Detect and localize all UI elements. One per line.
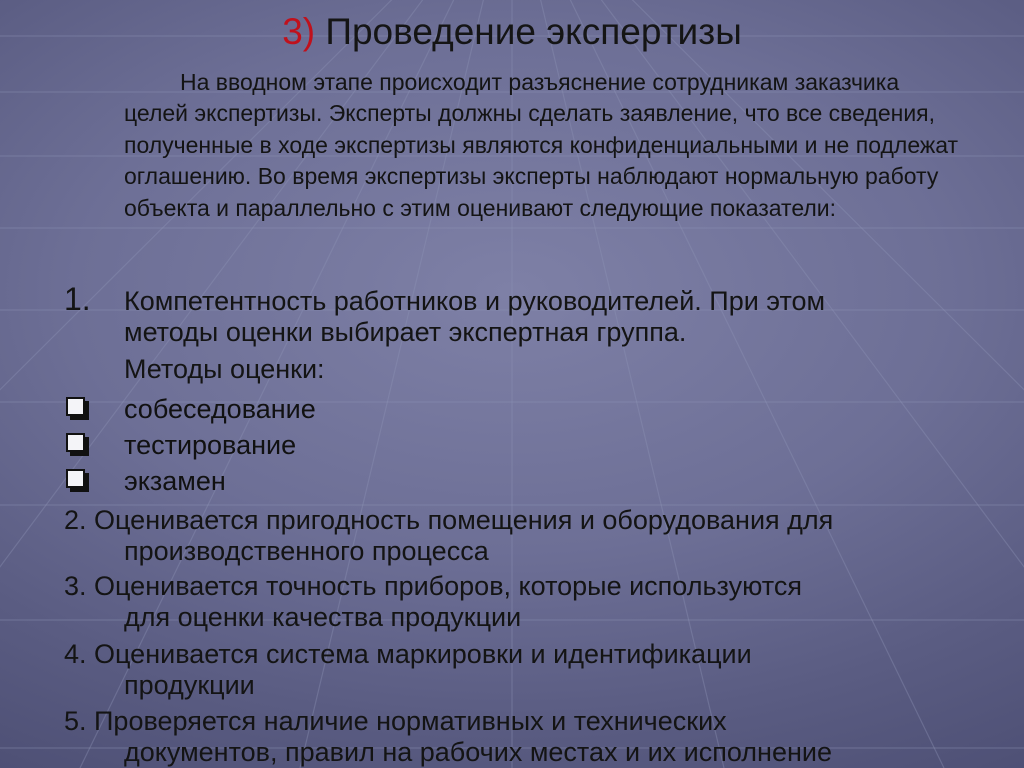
item-1-number: 1. (64, 281, 91, 317)
list-item-continuation: производственного процесса (124, 536, 489, 566)
checkbox-bullet-icon (66, 433, 85, 452)
list-item-first-line: 3. Оценивается точность приборов, которые используются (64, 571, 802, 601)
item-1-line: Компетентность работников и руководителей. При этом (124, 286, 826, 316)
method-label: собеседование (124, 394, 316, 424)
intro-line: заказчика целей экспертизы. Эксперты должны сделать (124, 69, 900, 127)
list-item-5 (64, 706, 964, 768)
list-item-continuation: для оценки качества продукции (124, 602, 522, 632)
list-item-first-line: 5. Проверяется наличие нормативных и технических (64, 706, 727, 736)
intro-line: показатели: (709, 194, 837, 221)
intro-line: заявление, что все сведения, полученные в ходе экспертизы (124, 100, 936, 158)
list-item-continuation: продукции (124, 670, 255, 700)
intro-line: являются конфиденциальными и не подлежат оглашению. Во (124, 131, 959, 190)
intro-line: время экспертизы эксперты наблюдают нормальную работу (292, 163, 939, 190)
checkbox-bullet-icon (66, 469, 85, 488)
intro-line: объекта и параллельно с этим оценивают следующие (124, 194, 704, 221)
list-item-first-line: 2. Оценивается пригодность помещения и оборудования для (64, 505, 834, 535)
list-item-3 (64, 571, 964, 633)
item-1-text (124, 286, 984, 348)
list-item-4 (64, 639, 964, 701)
intro-line: На вводном этапе происходит разъяснение сотрудникам (180, 69, 789, 95)
title-number: 3) (282, 11, 316, 52)
list-item-first-line: 4. Оценивается система маркировки и идентификации (64, 639, 752, 669)
item-1-line: методы оценки выбирает экспертная группа. (124, 317, 687, 347)
method-label: тестирование (124, 430, 297, 460)
list-item-2 (64, 505, 964, 567)
method-label: экзамен (124, 466, 226, 496)
title-text: Проведение экспертизы (325, 11, 742, 52)
list-item-continuation: документов, правил на рабочих местах и их исполнение (124, 737, 832, 767)
methods-heading: Методы оценки: (124, 354, 325, 384)
checkbox-bullet-icon (66, 397, 85, 416)
intro-paragraph (124, 67, 964, 224)
slide-title (0, 10, 1024, 54)
